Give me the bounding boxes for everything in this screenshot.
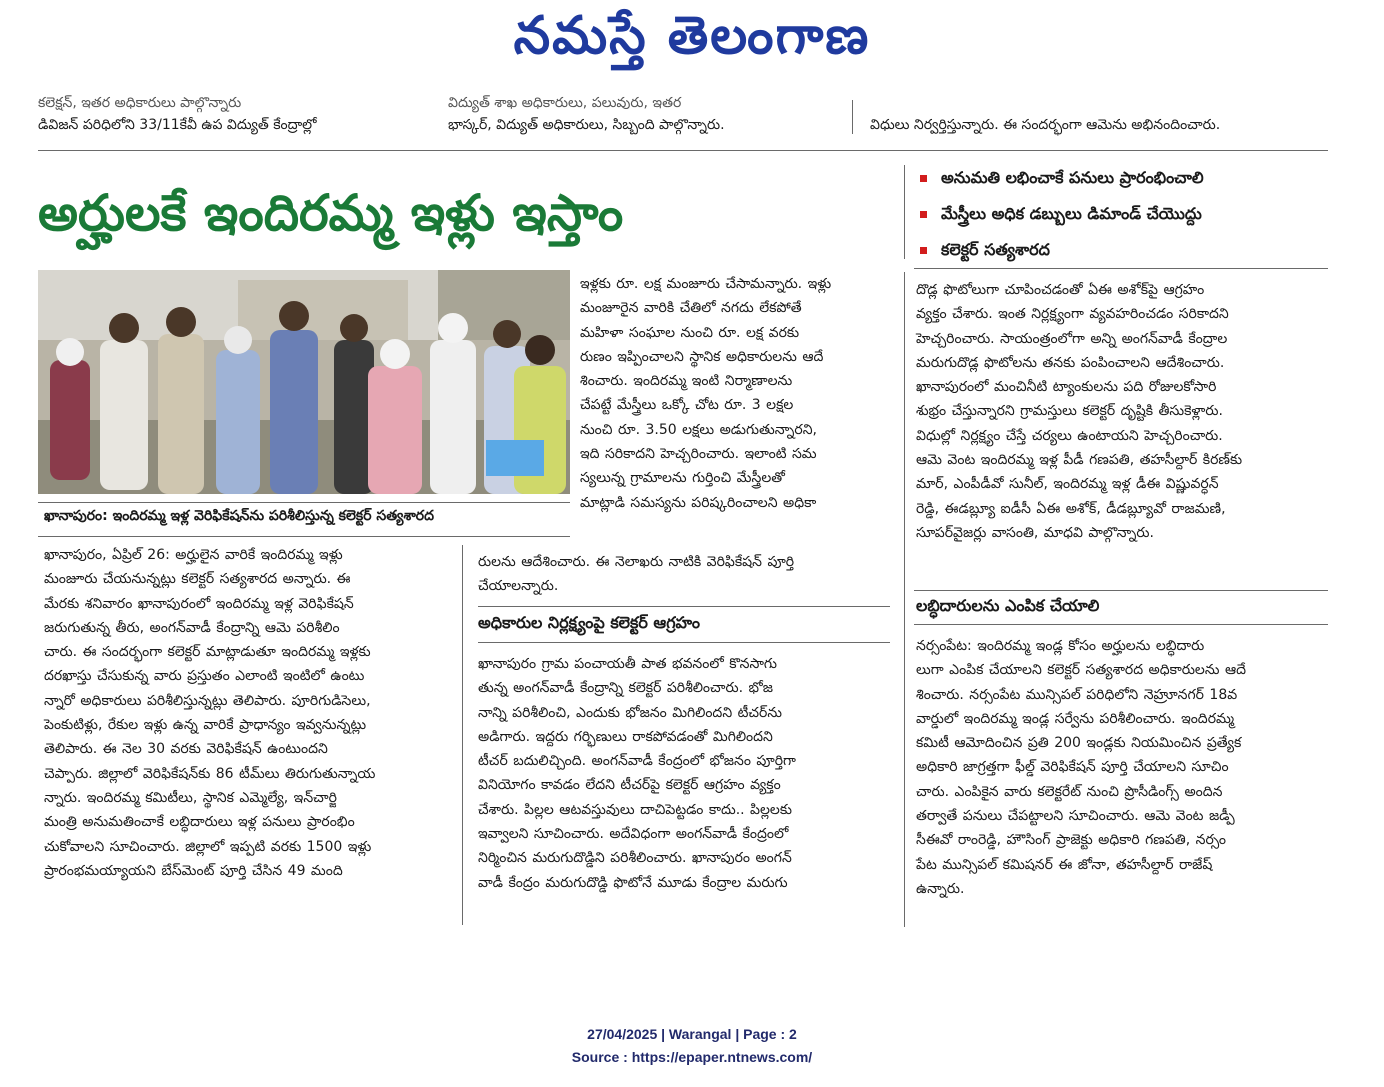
body-line: చేపట్టే మేస్త్రీలు ఒక్కో చోట రూ. 3 లక్షల	[580, 397, 794, 414]
top-strip-line: డివిజన్ పరిధిలోని 33/11కేవీ ఉప విద్యుత్ కేంద్రాల్లో	[38, 117, 317, 133]
body-line: న్నారు. ఇందిరమ్మ కమిటీలు, స్థానిక ఎమ్మెల్యే, ఇన్‌చార్జి	[44, 789, 337, 806]
body-line: జరుగుతున్న తీరు, అంగన్‌వాడీ కేంద్రాన్ని ఆమె పరిశీలిం	[44, 619, 340, 636]
caption-rule	[38, 536, 570, 537]
body-line: మంజూరు చేయనున్నట్లు కలెక్టర్ సత్యశారద అన్నారు. ఈ	[44, 571, 351, 588]
body-line: రుణం ఇప్పించాలని స్థానిక అధికారులను ఆదే	[580, 348, 824, 365]
body-line: వ్యక్తం చేశారు. ఇంత నిర్లక్ష్యంగా వ్యవహరించడం సరికాదని	[916, 306, 1229, 323]
body-line: తెలిపారు. ఈ నెల 30 వరకు వెరిఫికేషన్ ఉంటుందని	[44, 741, 328, 758]
body-line: నర్సంపేట: ఇందిరమ్మ ఇండ్ల కోసం అర్హులను లబ్ధిదారు	[916, 638, 1205, 654]
top-strip-line: కలెక్షన్, ఇతర అధికారులు పాల్గొన్నారు	[38, 95, 242, 111]
body-line: ఖానాపురంలో మంచినీటి ట్యాంకులను పది రోజులకోసారి	[916, 379, 1217, 396]
subhead-rule	[478, 606, 890, 607]
top-strip-line: భాస్కర్, విద్యుత్ అధికారులు, సిబ్బంది పాల్గొన్నారు.	[448, 117, 725, 133]
body-line: చుకోవాలని సూచించారు. జిల్లాలో ఇప్పటి వరకు 1500 ఇళ్లు	[44, 838, 372, 855]
body-line: సీఈవో రాంరెడ్డి, హౌసింగ్ ప్రాజెక్టు అధికారి గణపతి, నర్సం	[916, 832, 1226, 849]
body-line: టీచర్ బదులిచ్చింది. అంగన్‌వాడీ కేంద్రంలో భోజనం పూర్తిగా	[478, 753, 796, 770]
bullet-icon	[920, 175, 927, 182]
body-line: ఇవ్వాలని సూచించారు. అదేవిధంగా అంగన్‌వాడీ కేంద్రంలో	[478, 826, 789, 843]
subhead-rule	[478, 642, 890, 643]
photo-illustration	[38, 270, 570, 494]
body-line: మార్, ఎంపీడీవో సునీల్, ఇందిరమ్మ ఇళ్ల డీఈ విష్ణువర్ధన్	[916, 476, 1219, 493]
top-strip-line: విధులు నిర్వర్తిస్తున్నారు. ఈ సందర్భంగా ఆమెను అభినందించారు.	[870, 117, 1221, 133]
top-strip-col1	[38, 92, 418, 136]
column-divider	[904, 272, 905, 927]
body-line: అడిగారు. ఇద్దరు గర్భిణులు రాకపోవడంతో మిగిలిందని	[478, 728, 773, 745]
body-line: నాన్ని పరిశీలించి, ఎందుకు భోజనం మిగిలిందని టీచర్‌ను	[478, 704, 783, 721]
body-line: వార్డులో ఇందిరమ్మ ఇండ్ల సర్వేను పరిశీలించారు. ఇందిరమ్మ	[916, 710, 1235, 727]
body-line: దొడ్ల ఫొటోలుగా చూపించడంతో ఏఈ అశోక్‌పై ఆగ్రహం	[916, 282, 1205, 298]
body-line: లుగా ఎంపిక చేయాలని కలెక్టర్ సత్యశారద అధికారులను ఆదే	[916, 662, 1247, 679]
article-column-2-top	[580, 272, 890, 515]
body-line: చెప్పారు. జిల్లాలో వెరిఫికేషన్‌కు 86 టీమ్‌లు తిరుగుతున్నాయ	[44, 765, 376, 782]
body-line: వినియోగం కావడం లేదని టీచర్‌పై కలెక్టర్ ఆగ్రహం వ్యక్తం	[478, 777, 781, 794]
top-strip-col2	[448, 92, 828, 136]
body-line: ఖానాపురం, ఏప్రిల్ 26: అర్హులైన వారికే ఇందిరమ్మ ఇళ్లు	[44, 547, 343, 563]
footer-source: Source : https://epaper.ntnews.com/	[571, 1049, 813, 1065]
body-line: చేశారు. పిల్లల ఆటవస్తువులు దాచిపెట్టడం కాదు.. పిల్లలకు	[478, 801, 793, 818]
body-line: వాడీ కేంద్రం మరుగుదొడ్డి ఫొటోనే మూడు కేంద్రాల మరుగు	[478, 874, 788, 891]
section-rule	[914, 268, 1328, 269]
body-line: ఇళ్లకు రూ. లక్ష మంజూరు చేసామన్నారు. ఇళ్లు	[580, 276, 832, 292]
top-strip-col3	[870, 114, 1340, 136]
body-line: దరఖాస్తు చేసుకున్న వారు ప్రస్తుతం ఎలాంటి ఇంటిలో ఉంటు	[44, 668, 365, 685]
article-column-2-continuation	[478, 550, 890, 599]
body-line: సూపర్‌వైజర్లు వాసంతి, మాధవి పాల్గొన్నారు.	[916, 524, 1154, 541]
article-column-1	[44, 543, 446, 883]
body-line: హెచ్చరించారు. సాయంత్రంలోగా అన్ని అంగన్‌వాడీ కేంద్రాల	[916, 330, 1228, 347]
bullet-icon	[920, 247, 927, 254]
body-line: రులను ఆదేశించారు. ఈ నెలాఖరు నాటికి వెరిఫికేషన్ పూర్తి	[478, 554, 795, 570]
masthead-title: నమస్తే తెలంగాణ	[513, 6, 871, 66]
highlight-item	[920, 168, 1204, 191]
body-line: ఖానాపురం గ్రామ పంచాయతీ పాత భవనంలో కొనసాగు	[478, 656, 777, 672]
highlight-item	[920, 240, 1050, 263]
body-line: శుభ్రం చేస్తున్నారని గ్రామస్తులు కలెక్టర్ దృష్టికి తీసుకెళ్లారు.	[916, 403, 1223, 420]
highlight-item	[920, 204, 1202, 227]
photo-caption: ఖానాపురం: ఇందిరమ్మ ఇళ్ల వెరిఫికేషన్‌ను పరిశీలిస్తున్న కలెక్టర్ సత్యశారద	[44, 508, 434, 524]
body-line: ఉన్నారు.	[916, 880, 965, 897]
caption-rule	[38, 502, 570, 503]
body-line: ఆమె వెంట ఇందిరమ్మ ఇళ్ల పీడీ గణపతి, తహసీల్దార్ కిరణ్‌కు	[916, 452, 1243, 469]
article-column-3-narsampet	[916, 634, 1328, 901]
top-strip-line: విద్యుత్ శాఖ అధికారులు, పలువురు, ఇతర	[448, 95, 682, 111]
subhead-rule	[914, 624, 1328, 625]
bullet-icon	[920, 211, 927, 218]
body-line: కమిటీ ఆమోదించిన ప్రతి 200 ఇండ్లకు నియమించిన ప్రత్యేక	[916, 735, 1242, 752]
body-line: మహిళా సంఘాల నుంచి రూ. లక్ష వరకు	[580, 324, 800, 341]
body-line: న్నారో అధికారులు పరిశీలిస్తున్నట్లు తెలిపారు. పూరిగుడిసెలు,	[44, 692, 371, 709]
body-line: మంజూరైన వారికి చేతిలో నగదు లేకపోతే	[580, 300, 802, 317]
body-line: పేట మున్సిపల్ కమిషనర్ ఈ జోనా, తహసీల్దార్ రాజేష్	[916, 856, 1213, 873]
body-line: ఇది సరికాదని హెచ్చరించారు. ఇలాంటి సమ	[580, 446, 817, 463]
body-line: చేయాలన్నారు.	[478, 578, 559, 595]
body-line: అధికారి జాగ్రత్తగా ఫీల్డ్ వెరిఫికేషన్ పూర్తి చేయాలని సూచిం	[916, 759, 1229, 776]
body-line: నిర్మించిన మరుగుదొడ్డిని పరిశీలించారు. ఖానాపురం అంగన్	[478, 850, 792, 867]
highlight-text: కలెక్టర్ సత్యశారద	[941, 240, 1050, 259]
body-line: మేరకు శనివారం ఖానాపురంలో ఇందిరమ్మ ఇళ్ల వెరిఫికేషన్	[44, 595, 354, 612]
article-column-3	[916, 278, 1328, 545]
body-line: నుంచి రూ. 3.50 లక్షలు అడుగుతున్నారని,	[580, 421, 817, 438]
highlight-text: మేస్త్రీలు అధిక డబ్బులు డిమాండ్ చేయొద్దు	[941, 204, 1202, 223]
column-divider	[904, 165, 905, 259]
body-line: పెంకుటిళ్లు, రేకుల ఇళ్లు ఉన్న వారికే ప్రాధాన్యం ఇవ్వనున్నట్లు	[44, 717, 367, 734]
highlight-text: అనుమతి లభించాకే పనులు ప్రారంభించాలి	[941, 168, 1204, 187]
body-line: మాట్లాడి సమస్యను పరిష్కరించాలని అధికా	[580, 494, 817, 511]
article-column-2	[478, 652, 890, 895]
subhead-negligence: అధికారుల నిర్లక్ష్యంపై కలెక్టర్ ఆగ్రహం	[478, 613, 700, 632]
body-line: స్యలున్న గ్రామాలను గుర్తించి మేస్త్రీలతో	[580, 470, 785, 487]
news-photo	[38, 270, 570, 494]
masthead	[0, 6, 1384, 76]
body-line: మరుగుదొడ్ల ఫొటోలను తనకు పంపించాలని ఆదేశించారు.	[916, 354, 1225, 371]
body-line: తర్వాతే పనులు చేపట్టాలని సూచించారు. ఆమె వెంట జడ్పీ	[916, 808, 1235, 825]
body-line: శించారు. ఇందిరమ్మ ఇంటి నిర్మాణాలను	[580, 373, 793, 390]
body-line: విధుల్లో నిర్లక్ష్యం చేస్తే చర్యలు ఉంటాయని హెచ్చరించారు.	[916, 427, 1223, 444]
body-line: రెడ్డి, ఈడబ్ల్యూ ఐడీసీ ఏఈ అశోక్, డీడబ్ల్యూవో రాజమణి,	[916, 500, 1226, 517]
headline: అర్హులకే ఇందిరమ్మ ఇళ్లు ఇస్తాం	[38, 184, 624, 242]
column-divider	[462, 545, 463, 925]
footer-dateline: 27/04/2025 | Warangal | Page : 2	[587, 1026, 797, 1042]
subhead-beneficiaries: లబ్ధిదారులను ఎంపిక చేయాలి	[916, 596, 1100, 615]
body-line: మంత్రి అనుమతించాకే లబ్ధిదారులు ఇళ్ల పనులు ప్రారంభిం	[44, 814, 355, 831]
column-divider	[852, 100, 853, 134]
subhead-rule	[914, 590, 1328, 591]
body-line: శించారు. నర్సంపేట మున్సిపల్ పరిధిలోని నెహ్రూనగర్ 18వ	[916, 686, 1238, 703]
body-line: తున్న అంగన్‌వాడీ కేంద్రాన్ని కలెక్టర్ పరిశీలించారు. భోజ	[478, 680, 773, 697]
body-line: చారు. ఈ సందర్భంగా కలెక్టర్ మాట్లాడుతూ ఇందిరమ్మ ఇళ్లకు	[44, 644, 371, 661]
section-rule	[38, 150, 1328, 151]
body-line: చారు. ఎంపికైన వారు కలెక్టరేట్ నుంచి ప్రొసీడింగ్స్ అందిన	[916, 783, 1223, 800]
body-line: ప్రారంభమయ్యాయని బేస్‌మెంట్ పూర్తి చేసిన 49 మంది	[44, 862, 343, 879]
